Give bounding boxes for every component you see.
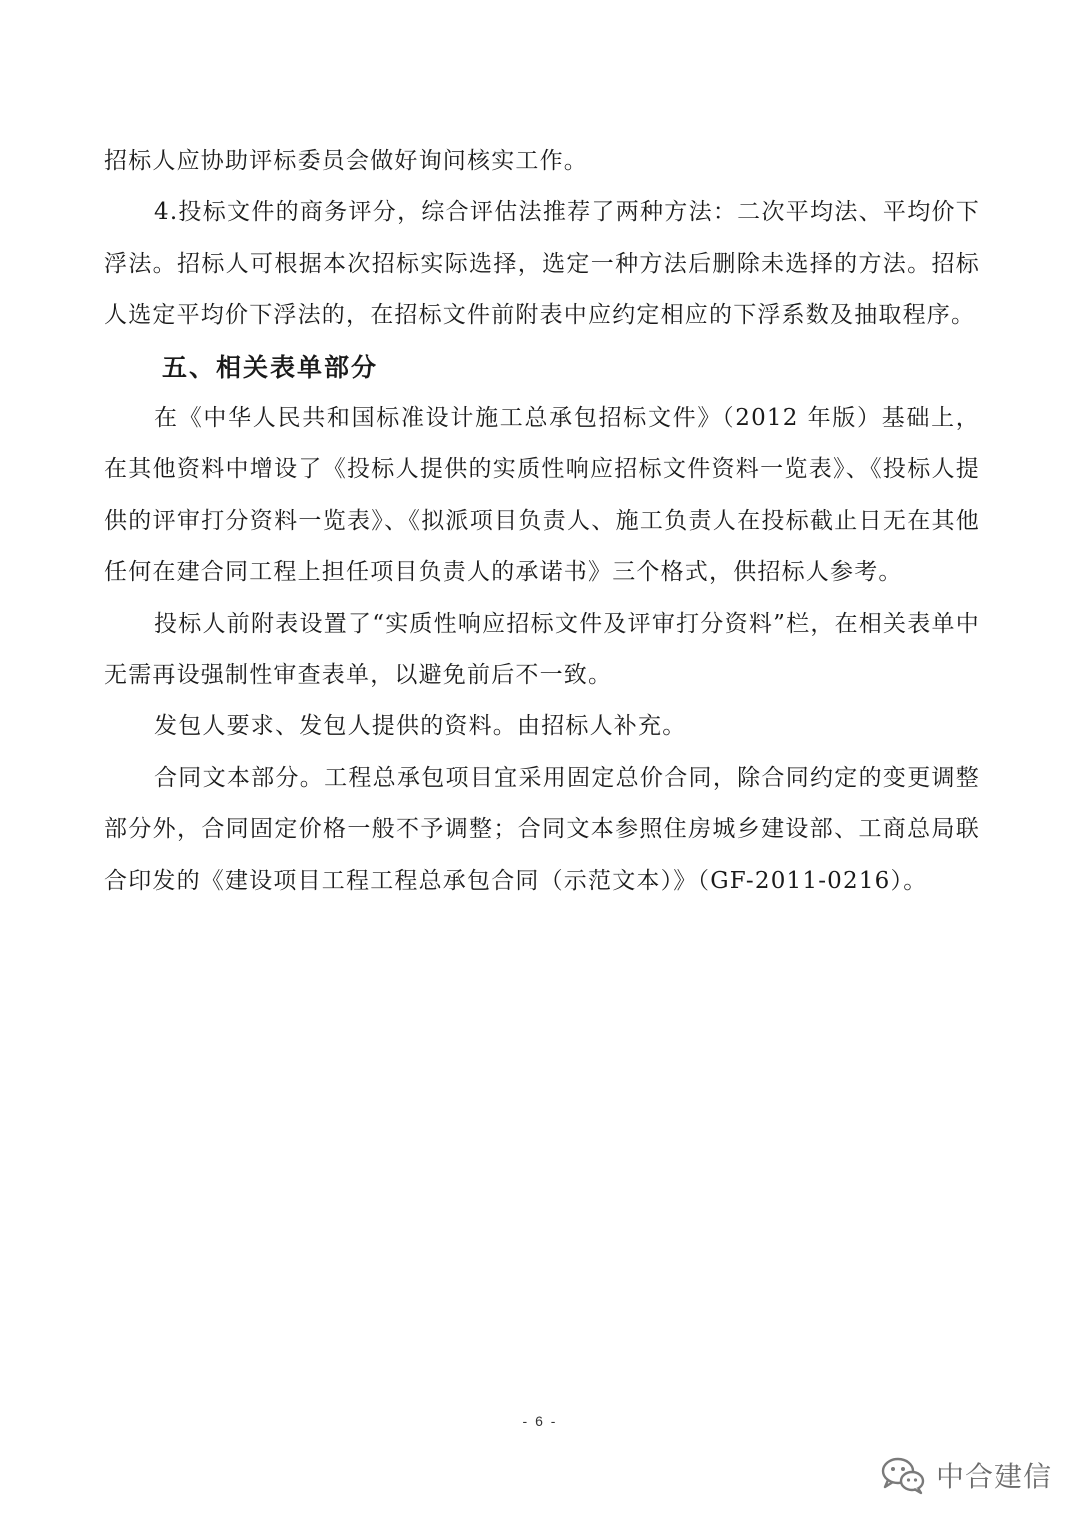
- paragraph-front-table-column: 投标人前附表设置了“实质性响应招标文件及评审打分资料”栏，在相关表单中无需再设强制性审查表单，以避免前后不一致。: [104, 610, 980, 689]
- page-number: - 6 -: [522, 1413, 558, 1429]
- paragraph-business-scoring: 4.投标文件的商务评分，综合评估法推荐了两种方法：二次平均法、平均价下浮法。招标人可根据本次招标实际选择，选定一种方法后删除未选择的方法。招标人选定平均价下浮法的，在招标文件前附表中应约定相应的下浮系数及抽取程序。: [104, 199, 980, 329]
- wechat-watermark: [880, 1452, 1052, 1498]
- watermark-text: 中合建信: [936, 1460, 1053, 1493]
- paragraph-review-verification: 招标人应协助评标委员会做好询问核实工作。: [104, 148, 588, 174]
- wechat-icon: [880, 1455, 926, 1495]
- paragraph-contract-text: 合同文本部分。工程总承包项目宜采用固定总价合同，除合同约定的变更调整部分外，合同固定价格一般不予调整；合同文本参照住房城乡建设部、工商总局联合印发的《建设项目工程工程总承包合同（示范文本）》（GF-2011-0216）。: [104, 764, 980, 894]
- document-body: [104, 136, 980, 907]
- section-heading-related-forms: 五、相关表单部分: [162, 352, 379, 382]
- paragraph-added-forms: 在《中华人民共和国标准设计施工总承包招标文件》（2012 年版）基础上，在其他资料中增设了《投标人提供的实质性响应招标文件资料一览表》、《投标人提供的评审打分资料一览表》、《拟派项目负责人、施工负责人在投标截止日无在其他任何在建合同工程上担任项目负责人的承诺书》三个格式，供招标人参考。: [104, 405, 980, 586]
- paragraph-employer-requirements: 发包人要求、发包人提供的资料。由招标人补充。: [154, 713, 687, 740]
